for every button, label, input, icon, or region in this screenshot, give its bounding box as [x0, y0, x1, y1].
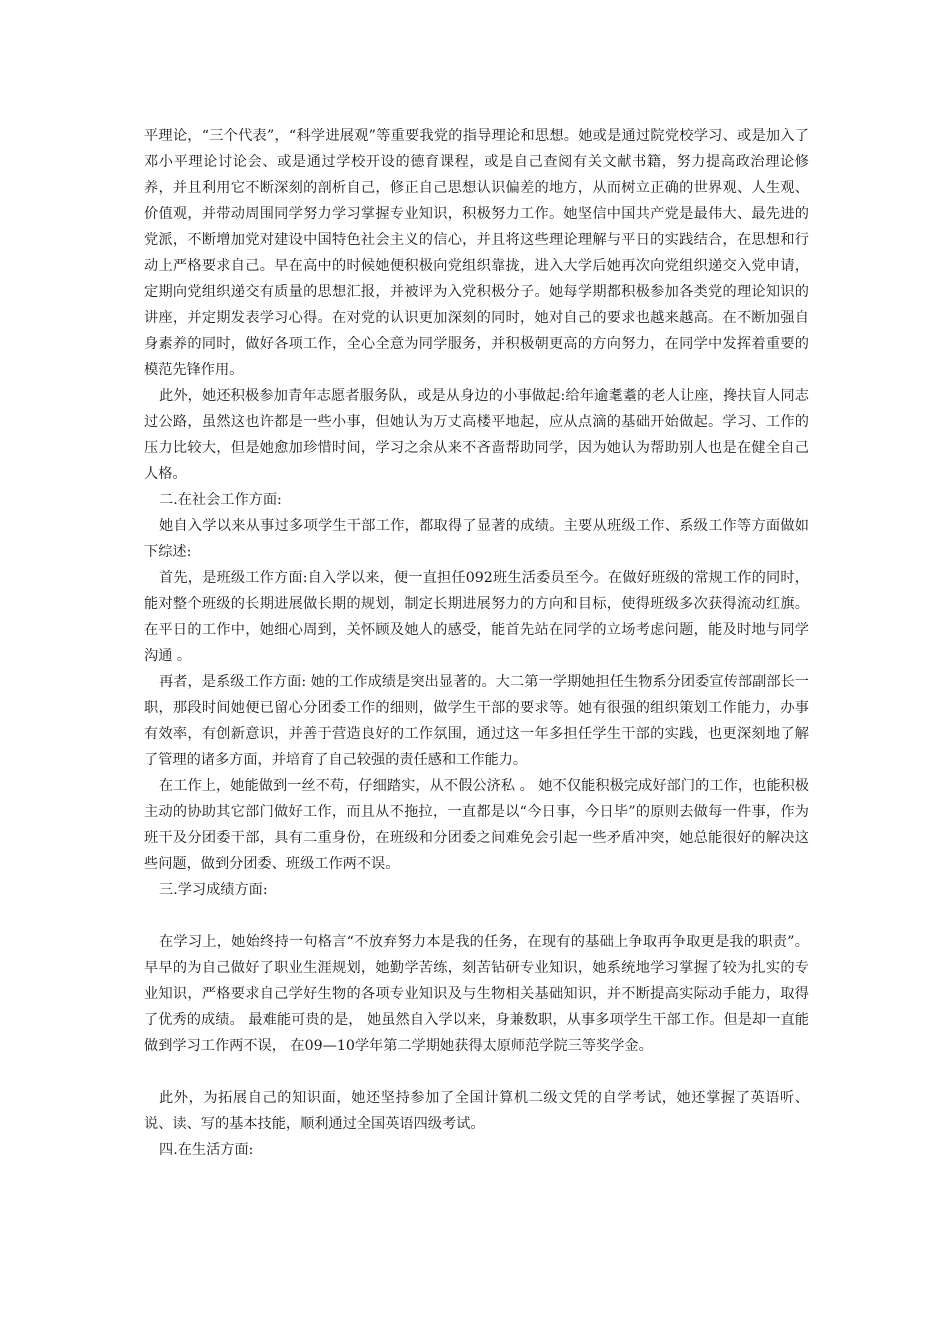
paragraph-class-work: 首先，是班级工作方面:自入学以来，便一直担任092班生活委员至今。在做好班级的常规工作的同时，能对整个班级的长期进展做长期的规划，制定长期进展努力的方向和目标，使得班级多次获得流动红旗。在平日的工作中，她细心周到，关怀顾及她人的感受，能首先站在同学的立场考虑问题，能及时地与同学沟通 。 [144, 570, 809, 664]
paragraph-study: 在学习上，她始终持一句格言“不放弃努力本是我的任务，在现有的基础上争取再争取更是我的职责”。早早的为自己做好了职业生涯规划，她勤学苦练，刻苦钻研专业知识，她系统地学习掌握了较为扎实的专业知识，严格要求自己学好生物的各项专业知识及与生物相关基础知识，并不断提高实际动手能力，取得了优秀的成绩。 最难能可贵的是， 她虽然自入学以来，身兼数职，从事多项学生干部工作。但是却一直能做到学习工作两不误， 在09—10学年第二学期她获得太原师范学院三等奖学金。 [144, 934, 809, 1054]
paragraph-work-attitude: 在工作上，她能做到一丝不苟，仔细踏实，从不假公济私 。 她不仅能积极完成好部门的工作，也能积极主动的协助其它部门做好工作，而且从不拖拉，一直都是以“今日事，今日毕”的原则去做每一件事，作为班干及分团委干部，具有二重身份，在班级和分团委之间难免会引起一些矛盾冲突，她总能很好的解决这些问题，做到分团委、班级工作两不误。 [144, 778, 809, 872]
document-body [144, 123, 809, 1163]
paragraph-department-work: 再者，是系级工作方面: 她的工作成绩是突出显著的。大二第一学期她担任生物系分团委宣传部副部长一职，那段时间她便已留心分团委工作的细则，做学生干部的要求等。她有很强的组织策划工作能力，办事有效率，有创新意识，并善于营造良好的工作氛围，通过这一年多担任学生干部的实践，也更深刻地了解了管理的诸多方面，并培育了自己较强的责任感和工作能力。 [144, 674, 809, 768]
section-heading-academics: 三.学习成绩方面: [159, 882, 268, 898]
section-heading-life: 四.在生活方面: [159, 1142, 254, 1158]
paragraph-exams: 此外，为拓展自己的知识面，她还坚持参加了全国计算机二级文凭的自学考试，她还掌握了英语听、说、读、写的基本技能，顺利通过全国英语四级考试。 [144, 1090, 809, 1132]
blank-line [144, 1059, 809, 1085]
paragraph-political-theory: 平理论，“三个代表”，“科学进展观”等重要我党的指导理论和思想。她或是通过院党校学习、或是加入了邓小平理论讨论会、或是通过学校开设的德育课程，或是自己查阅有关文献书籍，努力提高政治理论修养，并且利用它不断深刻的剖析自己，修正自己思想认识偏差的地方，从而树立正确的世界观、人生观、价值观，并带动周围同学努力学习掌握专业知识，积极努力工作。她坚信中国共产党是最伟大、最先进的党派，不断增加党对建设中国特色社会主义的信心，并且将这些理论理解与平日的实践结合，在思想和行动上严格要求自己。早在高中的时候她便积极向党组织靠拢，进入大学后她再次向党组织递交入党申请，定期向党组织递交有质量的思想汇报，并被评为入党积极分子。她每学期都积极参加各类党的理论知识的讲座，并定期发表学习心得。在对党的认识更加深刻的同时，她对自己的要求也越来越高。在不断加强自身素养的同时，做好各项工作，全心全意为同学服务，并积极朝更高的方向努力，在同学中发挥着重要的模范先锋作用。 [144, 128, 809, 378]
paragraph-volunteer: 此外，她还积极参加青年志愿者服务队，或是从身边的小事做起:给年逾耄耋的老人让座，搀扶盲人同志过公路，虽然这也许都是一些小事，但她认为万丈高楼平地起，应从点滴的基础开始做起。学习、工作的压力比较大，但是她愈加珍惜时间，学习之余从来不吝啬帮助同学，因为她认为帮助别人也是在健全自己人格。 [144, 388, 809, 482]
paragraph-social-work-intro: 她自入学以来从事过多项学生干部工作，都取得了显著的成绩。主要从班级工作、系级工作等方面做如下综述: [144, 518, 809, 560]
blank-line [144, 903, 809, 929]
section-heading-social-work: 二.在社会工作方面: [159, 492, 282, 508]
